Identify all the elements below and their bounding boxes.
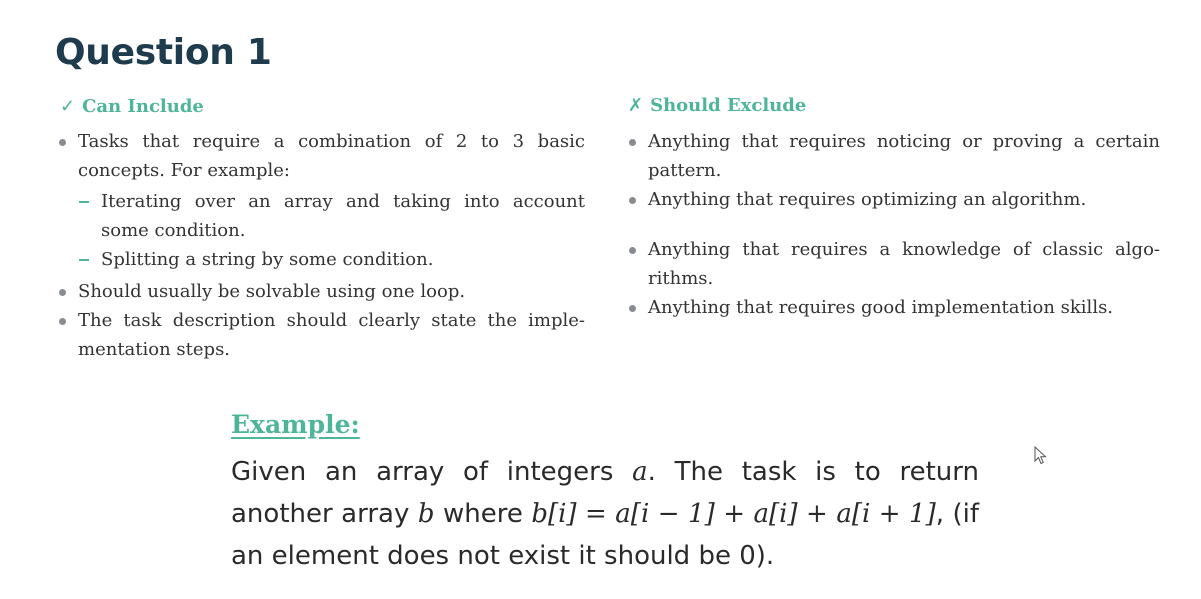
example-text-part: Given an array of integers (231, 457, 633, 487)
exclude-list (625, 127, 1160, 322)
include-list (55, 127, 585, 364)
include-item: Tasks that require a combination of 2 to 3 basic concepts. For example: (55, 127, 585, 185)
example-label: Example: (231, 410, 360, 439)
include-item: Should usually be solvable using one loop. (55, 277, 585, 306)
include-subitem: Iterating over an array and taking into account some condition. (55, 187, 585, 245)
exclude-heading-label: Should Exclude (650, 95, 807, 116)
math-formula: b[i] = a[i − 1] + a[i] + a[i + 1] (531, 499, 936, 529)
math-variable: b (417, 499, 435, 529)
include-item: The task description should clearly state the imple-mentation steps. (55, 306, 585, 364)
example-text (231, 451, 979, 577)
mouse-pointer-icon (1034, 446, 1048, 466)
example-text-part: , (if an element does not exist it should be 0). (231, 499, 979, 571)
exclude-item: Anything that requires good implementation skills. (625, 293, 1160, 322)
exclude-item: Anything that requires a knowledge of classic algo-rithms. (625, 235, 1160, 293)
include-heading-label: Can Include (82, 96, 204, 117)
example-text-part: . The task is to return another array (231, 457, 979, 529)
exclude-heading (628, 95, 806, 116)
math-variable: a (632, 457, 648, 487)
exclude-item: Anything that requires optimizing an algorithm. (625, 185, 1160, 214)
example-text-part: where (434, 499, 532, 529)
checkmark-icon: ✓ (60, 96, 76, 117)
page-title: Question 1 (55, 32, 272, 73)
include-heading (60, 96, 204, 117)
include-subitem: Splitting a string by some condition. (55, 245, 585, 274)
exclude-item: Anything that requires noticing or proving a certain pattern. (625, 127, 1160, 185)
cross-mark-icon: ✗ (628, 95, 644, 116)
